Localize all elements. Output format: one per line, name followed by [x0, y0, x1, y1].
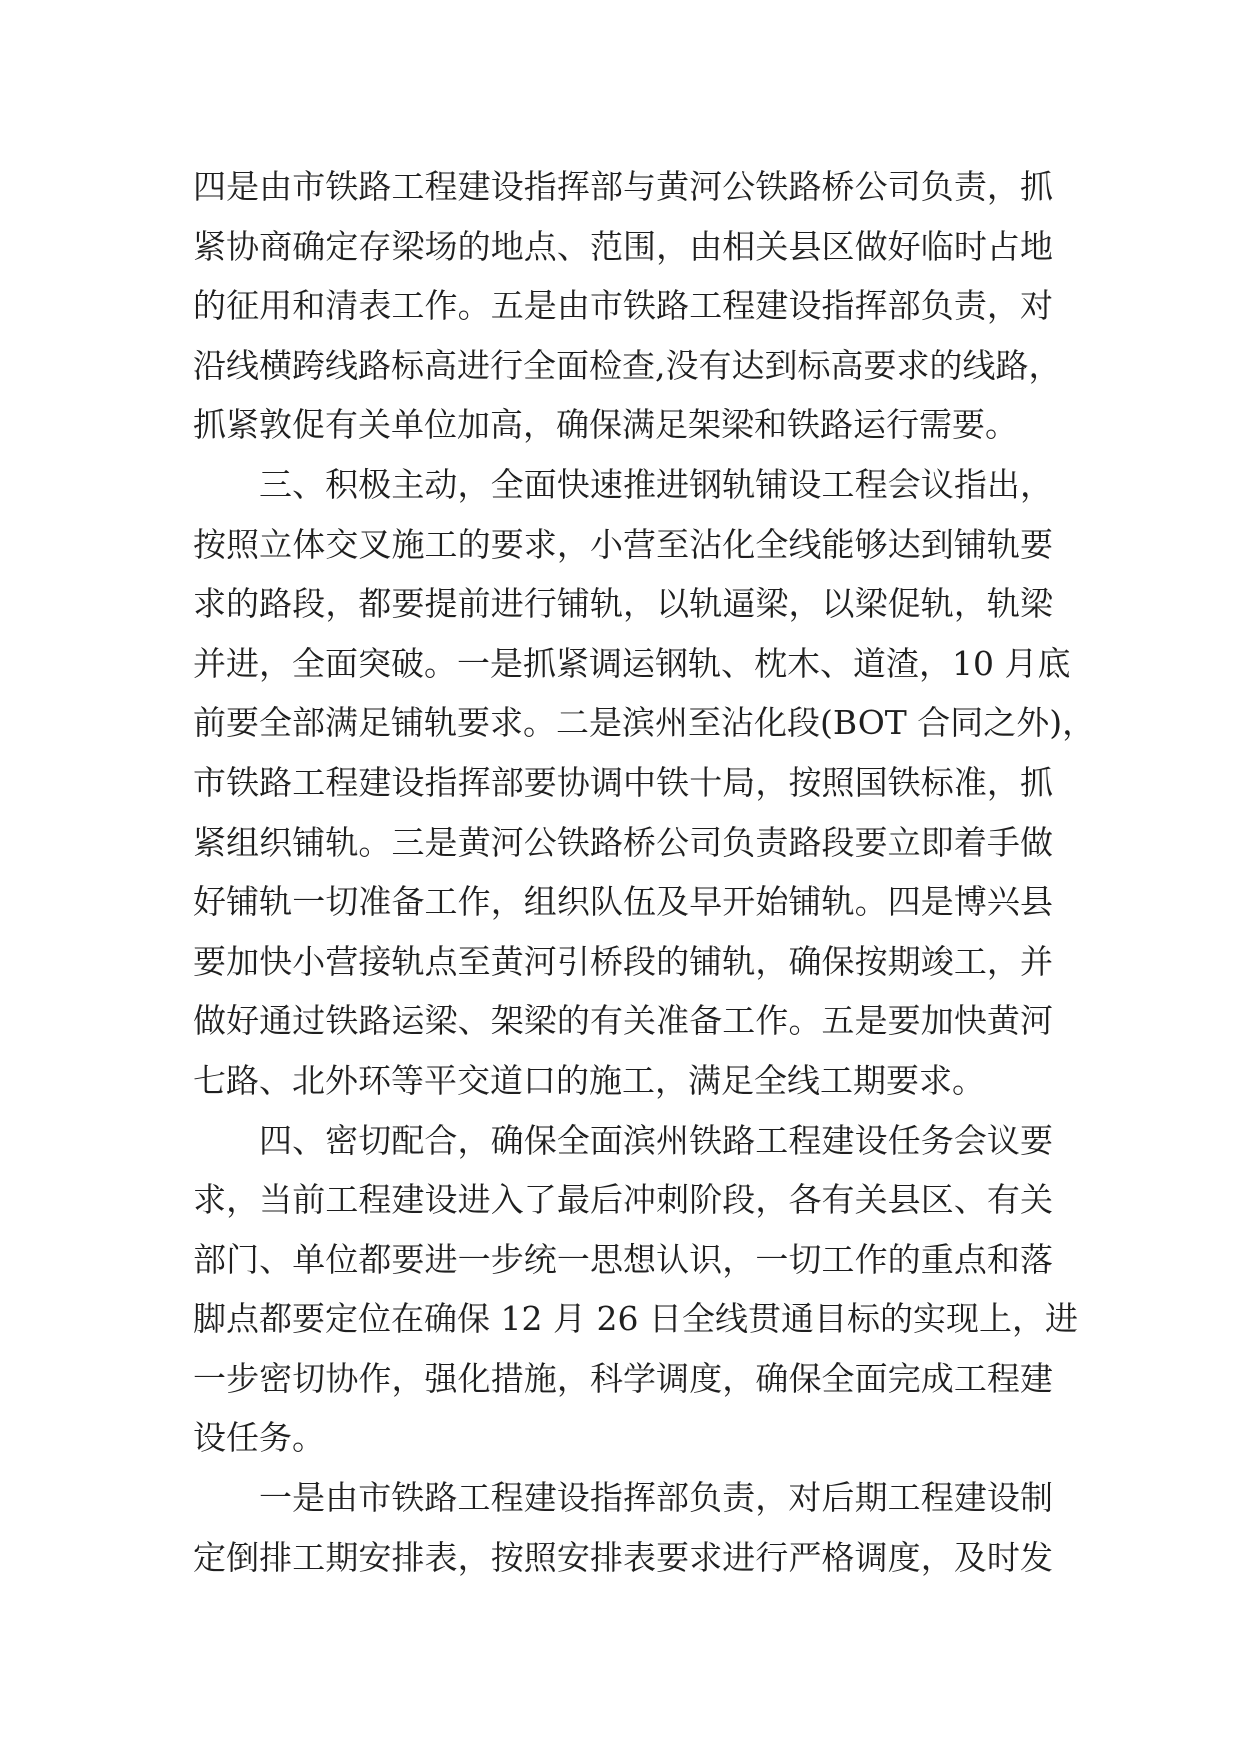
text-line: 紧组织铺轨。三是黄河公铁路桥公司负责路段要立即着手做	[193, 822, 1053, 862]
section-heading-line: 四、密切配合，确保全面滨州铁路工程建设任务会议要	[259, 1120, 1053, 1160]
text-line: 七路、北外环等平交道口的施工，满足全线工期要求。	[193, 1060, 985, 1100]
text-line: 好铺轨一切准备工作，组织队伍及早开始铺轨。四是博兴县	[193, 882, 1053, 922]
text-line: 抓紧敦促有关单位加高，确保满足架梁和铁路运行需要。	[193, 405, 1018, 445]
text-line: 市铁路工程建设指挥部要协调中铁十局，按照国铁标准，抓	[193, 762, 1053, 802]
text-line: 前要全部满足铺轨要求。二是滨州至沾化段(BOT 合同之外)，	[193, 703, 1096, 743]
text-line: 紧协商确定存梁场的地点、范围，由相关县区做好临时占地	[193, 226, 1053, 266]
text-line: 并进，全面突破。一是抓紧调运钢轨、枕木、道渣，10 月底	[193, 643, 1071, 683]
text-line: 做好通过铁路运梁、架梁的有关准备工作。五是要加快黄河	[193, 1001, 1053, 1041]
document-body	[193, 157, 1096, 1587]
text-line: 定倒排工期安排表，按照安排表要求进行严格调度，及时发	[193, 1537, 1053, 1577]
text-line: 求的路段，都要提前进行铺轨，以轨逼梁，以梁促轨，轨梁	[193, 584, 1053, 624]
text-line: 沿线横跨线路标高进行全面检查,没有达到标高要求的线路，	[193, 345, 1062, 385]
text-line: 一步密切协作，强化措施，科学调度，确保全面完成工程建	[193, 1358, 1053, 1398]
text-line: 求，当前工程建设进入了最后冲刺阶段，各有关县区、有关	[193, 1180, 1053, 1220]
text-line: 设任务。	[193, 1418, 325, 1458]
text-line: 按照立体交叉施工的要求，小营至沾化全线能够达到铺轨要	[193, 524, 1053, 564]
text-line: 要加快小营接轨点至黄河引桥段的铺轨，确保按期竣工，并	[193, 941, 1053, 981]
paragraph-first-line: 一是由市铁路工程建设指挥部负责，对后期工程建设制	[259, 1478, 1053, 1518]
text-line: 部门、单位都要进一步统一思想认识，一切工作的重点和落	[193, 1239, 1053, 1279]
text-line: 的征用和清表工作。五是由市铁路工程建设指挥部负责，对	[193, 286, 1053, 326]
text-line: 四是由市铁路工程建设指挥部与黄河公铁路桥公司负责，抓	[193, 167, 1053, 206]
text-line: 脚点都要定位在确保 12 月 26 日全线贯通目标的实现上，进	[193, 1299, 1078, 1339]
section-heading-line: 三、积极主动，全面快速推进钢轨铺设工程会议指出，	[259, 464, 1053, 504]
